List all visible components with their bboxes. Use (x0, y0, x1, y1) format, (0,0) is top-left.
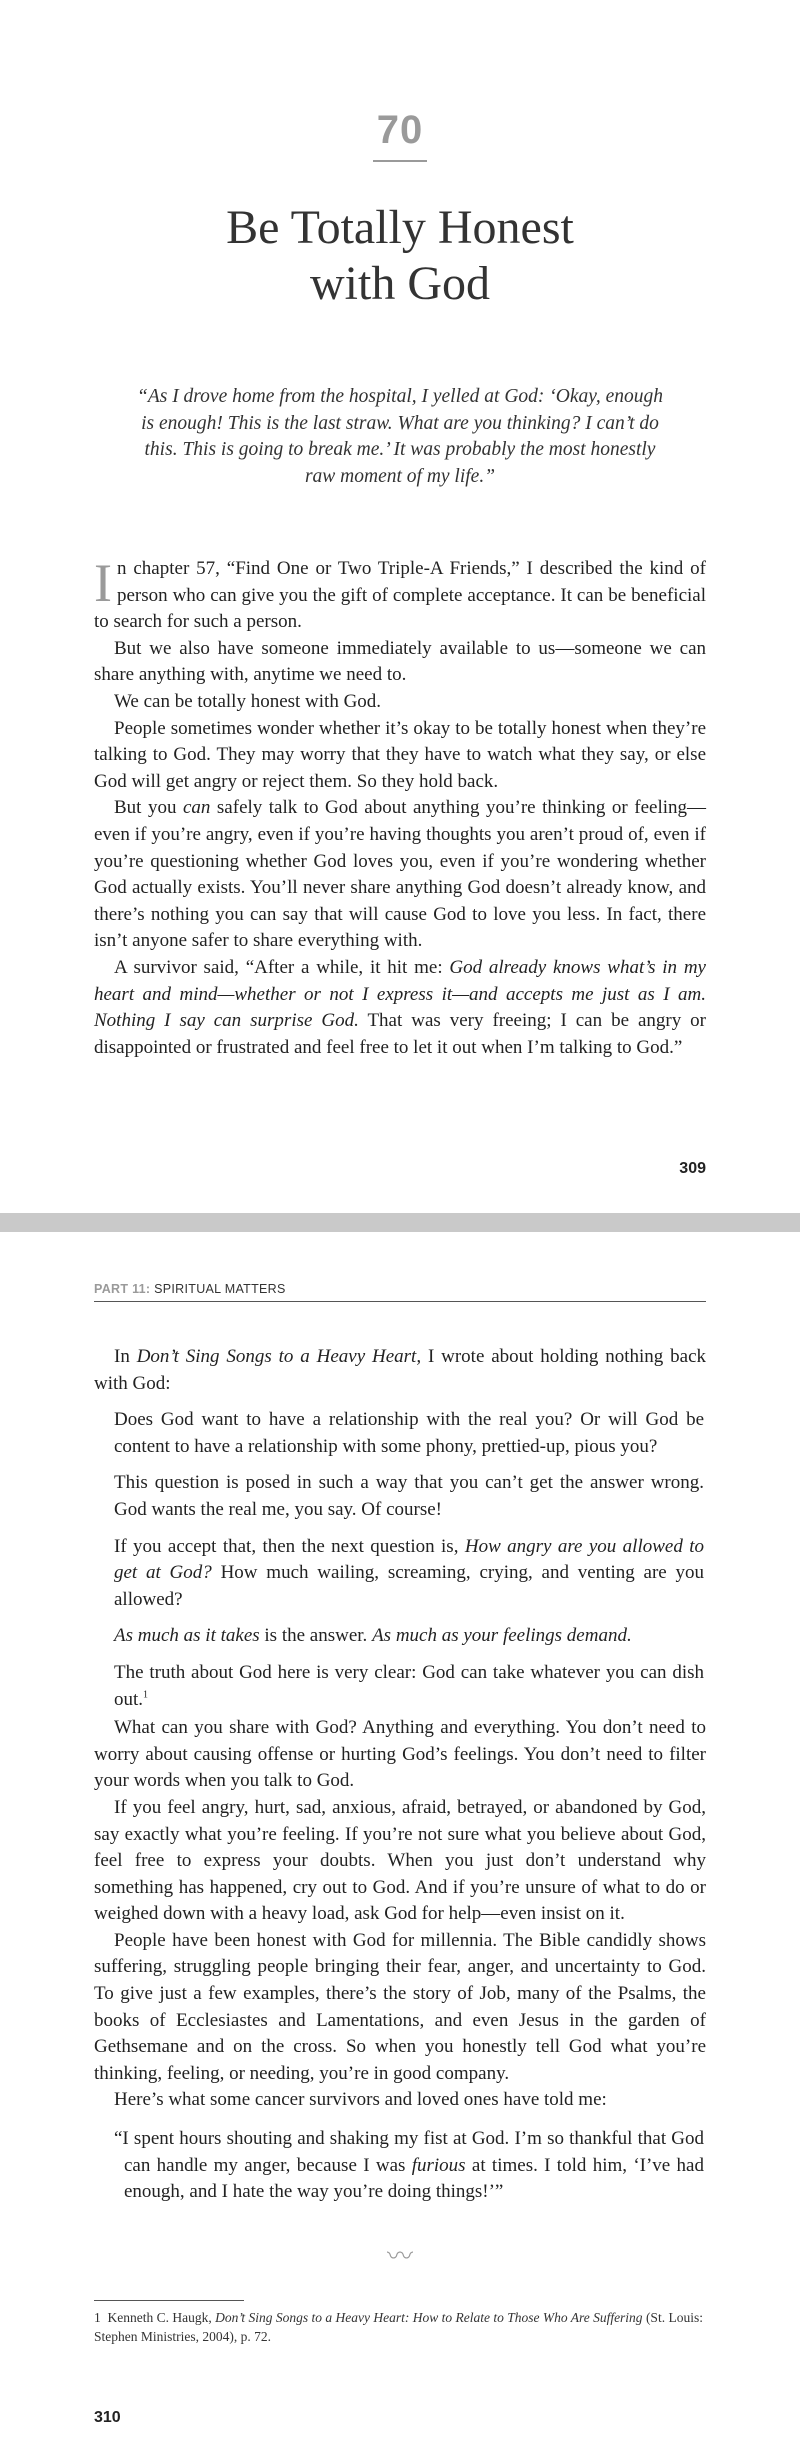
block-quote-paragraph-4 (114, 1623, 704, 1650)
block-quote-paragraph-1: Does God want to have a relationship with the real you? Or will God be content to have a relationship with some phony, prettied-up, pious you? (114, 1409, 704, 1457)
paragraph-5 (94, 795, 706, 955)
survivor-quote (114, 2126, 704, 2206)
intro-text-a: In (114, 1346, 137, 1367)
survivor-quote-paragraph (114, 2126, 704, 2206)
paragraph-5-text-b: safely talk to God about anything you’re thinking or feeling—even if you’re angry, even if you’re having thoughts you aren’t proud of, even if you’re questioning whether God loves you, even if you’re wondering whether God actually exists. You’ll never share anything God doesn’t already know, and there’s nothing you can say that will cause God to love you less. In fact, there isn’t anyone safer to share everything with. (94, 797, 707, 952)
bq4-text: is the answer. (259, 1625, 373, 1647)
drop-cap: I (94, 553, 112, 613)
paragraph-6-emphasis: God already knows what’s in my heart and mind—whether or not I express it—and accepts me just as I am. Nothing I say can surprise God. (94, 956, 706, 1032)
book-title: Don’t Sing Songs to a Heavy Heart, (136, 1346, 422, 1367)
paragraph-6-text-a: A survivor said, “After a while, it hit me: (114, 956, 450, 978)
survivor-quote-text-b: at times. I told him, ‘I’ve had enough, and I hate the way you’re doing things!’” (124, 2154, 704, 2203)
epigraph: “As I drove home from the hospital, I yelled at God: ‘Okay, enough is enough! This is the last straw. What are you thinking? I can’t do this. This is going to break me.’ It was probably the most honestly raw moment of my life.” (136, 386, 664, 487)
paragraph-2: But we also have someone immediately available to us—someone we can share anything with, anytime we need to. (94, 637, 706, 686)
paragraph-5-emphasis: can (182, 797, 211, 819)
footnote (94, 2308, 706, 2346)
paragraph-5-text-a: But you (114, 797, 183, 819)
chapter-title (0, 200, 800, 312)
paragraph-9: People have been honest with God for millennia. The Bible candidly shows suffering, struggling people bringing their fear, anger, and uncertainty to God. To give just a few examples, there’s the story of Job, many of the Psalms, the books of Ecclesiastes and Lamentations, and even Jesus in the garden of Gethsemane and on the cross. So when you honestly tell God what you’re thinking, feeling, or needing, you’re in good company. (94, 1929, 706, 2084)
paragraph-4: People sometimes wonder whether it’s okay to be totally honest when they’re talking to God. They may worry that they have to watch what they say, or else God will get angry or reject them. So they hold back. (94, 717, 706, 792)
running-head-part: PART 11: (94, 1282, 151, 1296)
block-quote-paragraph-5 (114, 1660, 704, 1713)
footnote-book-title: Don’t Sing Songs to a Heavy Heart: How to Relate to Those Who Are Suffering (215, 2310, 643, 2325)
section-ornament-icon: 〰 (386, 2242, 413, 2271)
bq5-text: The truth about God here is very clear: God can take whatever you can dish out. (114, 1661, 704, 1710)
paragraph-6 (94, 955, 706, 1061)
intro-paragraph (94, 1344, 706, 1397)
survivor-quote-emphasis: furious (411, 2154, 466, 2176)
chapter-number-underline (373, 160, 427, 162)
page-body (94, 1344, 706, 2216)
page-309 (0, 0, 800, 1213)
footnote-number: 1 (94, 2310, 101, 2325)
chapter-number: 70 (376, 108, 424, 152)
block-quote-paragraph-2: This question is posed in such a way that you can’t get the answer wrong. God wants the real me, you say. Of course! (114, 1472, 704, 1520)
page-number-310: 310 (94, 2409, 121, 2426)
paragraph-3: We can be totally honest with God. (114, 690, 382, 712)
bq3-text-b: How much wailing, screaming, crying, and venting are you allowed? (114, 1562, 704, 1610)
running-head-title: SPIRITUAL MATTERS (150, 1282, 286, 1296)
paragraph-6-text-b: That was very freeing; I can be angry or disappointed or frustrated and feel free to let it out when I’m talking to God.” (94, 1010, 706, 1058)
bq4-emphasis-2: As much as your feelings demand. (372, 1625, 632, 1647)
page-number-309: 309 (679, 1160, 706, 1177)
chapter-title-line-1: Be Totally Honest (226, 201, 574, 254)
footnote-text-a: Kenneth C. Haugk, (107, 2310, 216, 2325)
paragraph-8: If you feel angry, hurt, sad, anxious, afraid, betrayed, or abandoned by God, say exactly what you’re feeling. If you’re not sure what you believe about God, feel free to express your doubts. When you just don’t understand why something has happened, cry out to God. And if you’re unsure of what to do or weighed down with a heavy load, ask God for help—even insist on it. (94, 1796, 706, 1925)
bq4-emphasis-1: As much as it takes (114, 1625, 260, 1647)
intro-text-b: I wrote about holding nothing back with God: (94, 1346, 707, 1394)
block-quote-paragraph-3 (114, 1534, 704, 1614)
page-310 (0, 1232, 800, 2462)
chapter-title-line-2: with God (310, 257, 490, 310)
paragraph-1-text: n chapter 57, “Find One or Two Triple-A Friends,” I described the kind of person who can give you the gift of complete acceptance. It can be beneficial to search for such a person. (94, 558, 706, 633)
chapter-body (94, 553, 707, 1061)
paragraph-7: What can you share with God? Anything and everything. You don’t need to worry about causing offense or hurting God’s feelings. You don’t need to filter your words when you talk to God. (94, 1717, 706, 1792)
block-quote (114, 1407, 704, 1713)
paragraph-1 (94, 553, 706, 636)
running-head (94, 1282, 706, 1302)
footnote-text-b: (St. Louis: Stephen Ministries, 2004), p. 72. (94, 2310, 703, 2344)
survivor-quote-text-a: “I spent hours shouting and shaking my fist at God. I’m so thankful that God can handle my anger, because I was (114, 2128, 704, 2176)
footnote-divider (94, 2300, 244, 2301)
bq3-text-a: If you accept that, then the next question is, (114, 1535, 465, 1557)
bq3-emphasis: How angry are you allowed to get at God? (114, 1535, 704, 1584)
footnote-reference[interactable]: 1 (143, 1689, 149, 1701)
paragraph-10: Here’s what some cancer survivors and loved ones have told me: (114, 2089, 607, 2111)
